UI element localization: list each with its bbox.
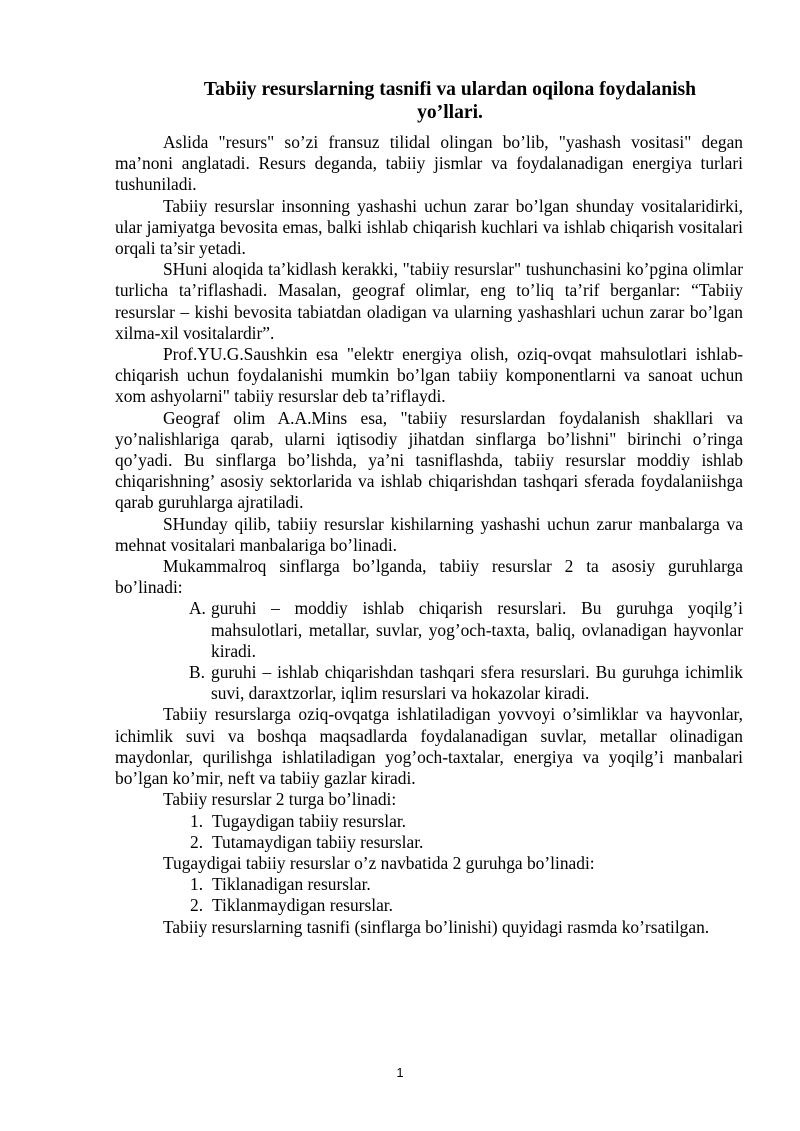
resource-groups-list	[115, 598, 743, 704]
list-marker: A.	[189, 598, 206, 619]
list-marker: 1.	[190, 874, 204, 895]
list-marker: 1.	[190, 810, 204, 831]
list-item	[190, 810, 743, 832]
document-title: Tabiiy resurslarning tasnifi va ulardan oqilona foydalanish yo’llari.	[203, 79, 697, 123]
paragraph: Tabiiy resurslarning tasnifi (sinflarga bo’linishi) quyidagi rasmda ko’rsatilgan.	[163, 916, 710, 937]
list-item-text: guruhi – ishlab chiqarishdan tashqari sfera resurslari. Bu guruhga ichimlik suvi, daraxtzorlar, iqlim resurslari va hokazolar kiradi.	[211, 662, 743, 704]
paragraph: Tabiiy resurslar insonning yashashi uchun zarar bo’lgan shunday vositalaridirki, ular jamiyatga bevosita emas, balki ishlab chiqarish kuchlari va ishlab chiqarish vositalari orqali ta’sir yetadi.	[115, 195, 743, 259]
exhaustible-types-list	[115, 874, 743, 916]
paragraph: SHuni aloqida ta’kidlash kerakki, "tabiiy resurslar" tushunchasini ko’pgina olimlar turlicha ta’riflashadi. Masalan, geograf olimlar, eng to’liq ta’rif berganlar: “Tabiiy resurslar – kishi bevosita tabiatdan oladigan va ularning yashashlari uchun zarar bo’lgan xilma-xil vositalardir”.	[115, 259, 743, 343]
paragraph: Tabiiy resurslar 2 turga bo’linadi:	[163, 789, 397, 810]
list-marker: B.	[189, 662, 205, 683]
list-item-text: Tiklanmaydigan resurslar.	[212, 895, 393, 916]
paragraph: Mukammalroq sinflarga bo’lganda, tabiiy resurslar 2 ta asosiy guruhlarga bo’linadi:	[115, 556, 743, 598]
paragraph: Prof.YU.G.Saushkin esa "elektr energiya olish, oziq-ovqat mahsulotlari ishlab-chiqarish uchun foydalanishi mumkin bo’lgan tabiiy komponentlarni va sanoat uchun xom ashyolarni" tabiiy resurslar deb ta’riflaydi.	[115, 344, 743, 407]
list-item-text: Tiklanadigan resurslar.	[212, 874, 371, 895]
list-marker: 2.	[190, 831, 204, 852]
list-item	[189, 598, 743, 662]
paragraph: Tugaydigai tabiiy resurslar o’z navbatida 2 guruhga bo’linadi:	[163, 852, 595, 873]
paragraph: Tabiiy resurslarga oziq-ovqatga ishlatiladigan yovvoyi o’simliklar va hayvonlar, ichimlik suvi va boshqa maqsadlarda foydalanadigan suvlar, metallar olinadigan maydonlar, qurilishga ishlatiladigan yog’och-taxtalar, energiya va yoqilg’i manbalari bo’lgan ko’mir, neft va tabiiy gazlar kiradi.	[115, 704, 743, 789]
list-item	[189, 662, 743, 704]
list-item-text: Tutamaydigan tabiiy resurslar.	[212, 831, 424, 852]
list-item	[190, 895, 743, 916]
list-item	[190, 831, 743, 853]
page-number: 1	[396, 1065, 404, 1080]
paragraph: Geograf olim A.A.Mins esa, "tabiiy resurslardan foydalanish shakllari va yo’nalishlariga qarab, ularni iqtisodiy jihatdan sinflarga bo’lishni" birinchi o’ringa qo’yadi. Bu sinflarga bo’lishda, ya’ni tasniflashda, tabiiy resurslar moddiy ishlab chiqarishning’ asosiy sektorlarida va ishlab chiqarishdan tashqari sferada foydalaniishga qarab guruhlarga ajratiladi.	[115, 407, 743, 513]
resource-types-list	[115, 811, 743, 853]
paragraph: Aslida "resurs" so’zi fransuz tilidal olingan bo’lib, "yashash vositasi" degan ma’noni anglatadi. Resurs deganda, tabiiy jismlar va foydalanadigan energiya turlari tushuniladi.	[115, 132, 743, 195]
paragraph: SHunday qilib, tabiiy resurslar kishilarning yashashi uchun zarur manbalarga va mehnat vositalari manbalariga bo’linadi.	[115, 513, 743, 555]
list-item	[190, 874, 743, 895]
list-item-text: guruhi – moddiy ishlab chiqarish resurslari. Bu guruhga yoqilg’i mahsulotlari, metallar, suvlar, yog’och-taxta, baliq, ovlanadigan hayvonlar kiradi.	[211, 598, 743, 661]
document-body	[115, 132, 743, 938]
list-marker: 2.	[190, 895, 204, 916]
list-item-text: Tugaydigan tabiiy resurslar.	[212, 810, 407, 831]
